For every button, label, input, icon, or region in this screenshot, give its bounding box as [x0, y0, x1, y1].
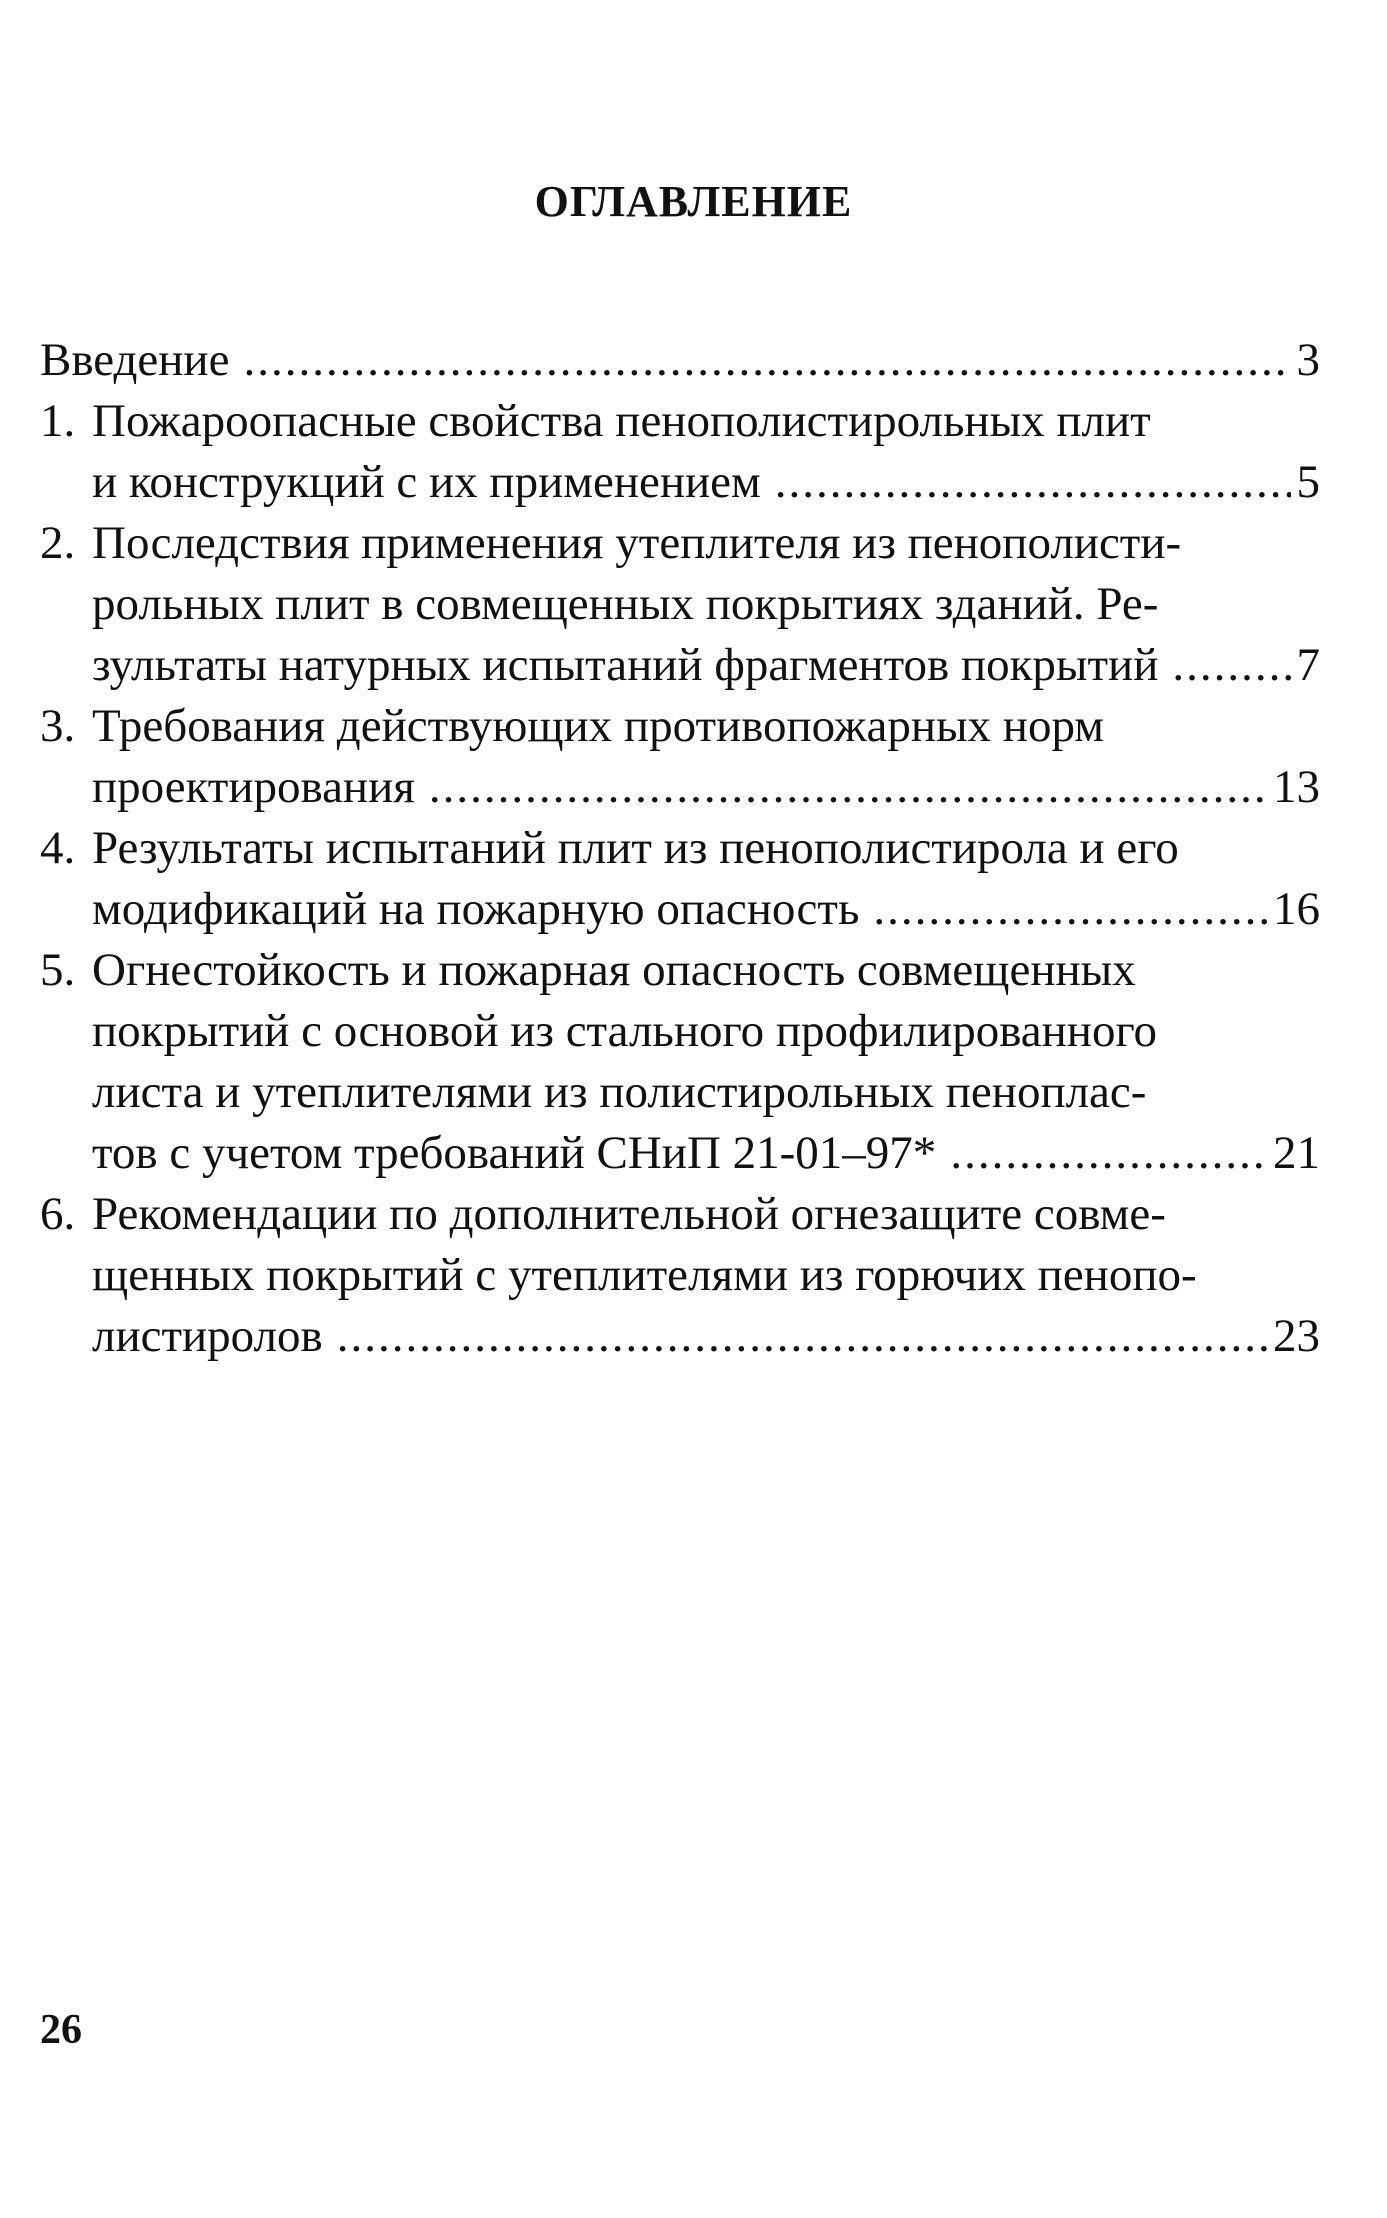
toc-entry-line: покрытий с основой из стального профилированного: [92, 1005, 1158, 1057]
toc-page-number: 3: [1296, 334, 1320, 386]
toc-page-number: 5: [1296, 456, 1320, 508]
toc-entry-line: Требования действующих противопожарных норм: [92, 700, 1104, 752]
toc-entry-number: 6.: [40, 1188, 76, 1240]
toc-entry-1[interactable]: [40, 391, 1320, 513]
toc-entry-line: листа и утеплителями из полистирольных пеноплас-: [92, 1066, 1147, 1118]
toc-entry-line: Результаты испытаний плит из пенополистирола и его: [92, 822, 1179, 874]
table-of-contents: [40, 330, 1320, 1367]
toc-page-number: 21: [1273, 1127, 1320, 1179]
dot-leader: [873, 879, 1267, 940]
dot-leader: [950, 1123, 1267, 1184]
dot-leader: [243, 330, 1290, 391]
toc-entry-line: листиролов: [92, 1310, 323, 1362]
toc-entry-line: проектирования: [92, 761, 415, 813]
toc-entry-2[interactable]: [40, 513, 1320, 696]
toc-entry-5[interactable]: [40, 940, 1320, 1184]
toc-entry-number: 5.: [40, 944, 76, 996]
toc-page-number: 7: [1296, 639, 1320, 691]
toc-entry-line: Рекомендации по дополнительной огнезащите совме-: [92, 1188, 1166, 1240]
toc-page-number: 23: [1273, 1310, 1320, 1362]
toc-entry-3[interactable]: [40, 696, 1320, 818]
toc-page-number: 16: [1273, 883, 1320, 935]
toc-entry-4[interactable]: [40, 818, 1320, 940]
toc-entry-title: Введение: [40, 334, 230, 386]
dot-leader: [337, 1306, 1267, 1367]
toc-page-number: 13: [1273, 761, 1320, 813]
toc-entry-line: Последствия применения утеплителя из пенополисти-: [92, 517, 1182, 569]
toc-entry-number: 2.: [40, 517, 76, 569]
toc-entry-line: щенных покрытий с утеплителями из горючих пенопо-: [92, 1249, 1197, 1301]
page-title: ОГЛАВЛЕНИЕ: [534, 177, 853, 226]
toc-entry-line: рольных плит в совмещенных покрытиях зданий. Ре-: [92, 578, 1159, 630]
toc-entry-number: 4.: [40, 822, 76, 874]
dot-leader: [429, 757, 1267, 818]
toc-entry-line: Огнестойкость и пожарная опасность совмещенных: [92, 944, 1136, 996]
toc-entry-number: 1.: [40, 395, 76, 447]
toc-entry-line: зультаты натурных испытаний фрагментов покрытий: [92, 639, 1159, 691]
page-number: 26: [40, 2007, 82, 2053]
toc-entry-line: модификаций на пожарную опасность: [92, 883, 860, 935]
dot-leader: [775, 452, 1291, 513]
toc-entry-line: Пожароопасные свойства пенополистирольных плит: [92, 395, 1151, 447]
dot-leader: [1172, 635, 1290, 696]
toc-entry-6[interactable]: [40, 1184, 1320, 1367]
toc-entry-line: тов с учетом требований СНиП 21-01–97*: [92, 1127, 937, 1179]
toc-entry-number: 3.: [40, 700, 76, 752]
toc-entry-intro[interactable]: [40, 330, 1320, 391]
toc-entry-line: и конструкций с их применением: [92, 456, 761, 508]
